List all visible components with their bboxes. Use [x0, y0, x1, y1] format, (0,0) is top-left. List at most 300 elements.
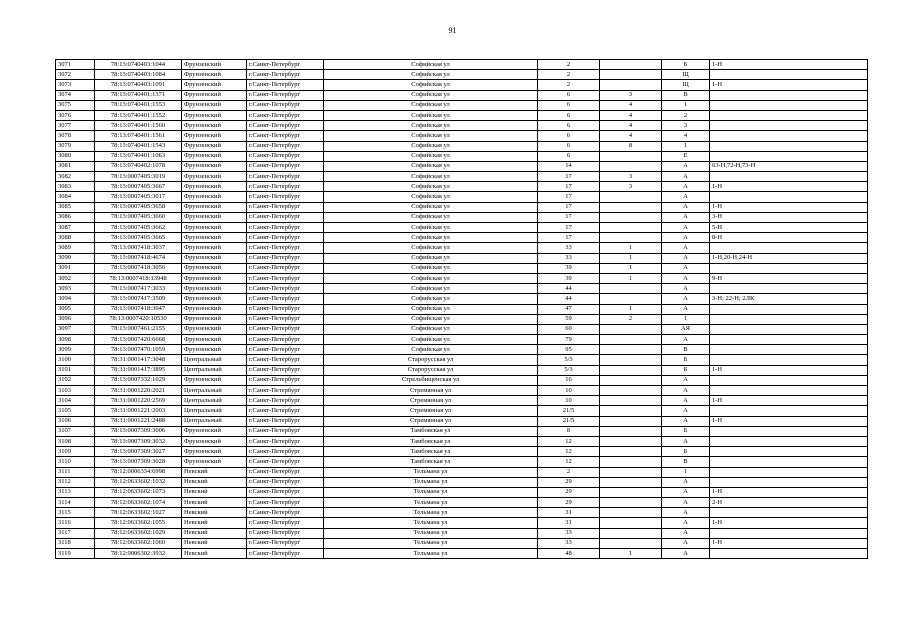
table-row — [56, 90, 868, 100]
letter-cell: А — [662, 304, 710, 314]
street-cell: Софийская ул — [324, 141, 538, 151]
street-cell: Софийская ул — [324, 243, 538, 253]
premises-cell — [710, 528, 868, 538]
premises-cell — [710, 314, 868, 324]
city-cell: г.Санкт-Петербург — [247, 243, 324, 253]
premises-cell — [710, 386, 868, 396]
city-cell: г.Санкт-Петербург — [247, 416, 324, 426]
street-cell: Тамбовская ул — [324, 436, 538, 446]
building-number-cell — [600, 60, 662, 70]
street-cell: Софийская ул — [324, 284, 538, 294]
building-number-cell: 4 — [600, 121, 662, 131]
house-number-cell: 12 — [538, 436, 600, 446]
street-cell: Тельмана ул — [324, 467, 538, 477]
premises-cell — [710, 355, 868, 365]
row-number-cell: 3113 — [56, 487, 95, 497]
city-cell: г.Санкт-Петербург — [247, 324, 324, 334]
street-cell: Тамбовская ул — [324, 457, 538, 467]
cadastral-number-cell: 78:13:0007418:3047 — [95, 304, 182, 314]
city-cell: г.Санкт-Петербург — [247, 518, 324, 528]
table-row — [56, 508, 868, 518]
row-number-cell: 3072 — [56, 70, 95, 80]
house-number-cell: 33 — [538, 253, 600, 263]
district-cell: Фрунзенский — [182, 161, 247, 171]
street-cell: Софийская ул — [324, 110, 538, 120]
district-cell: Невский — [182, 549, 247, 559]
city-cell: г.Санкт-Петербург — [247, 253, 324, 263]
district-cell: Фрунзенский — [182, 243, 247, 253]
city-cell: г.Санкт-Петербург — [247, 436, 324, 446]
letter-cell: А — [662, 396, 710, 406]
cadastral-number-cell: 78:12:0633602:1032 — [95, 477, 182, 487]
row-number-cell: 3119 — [56, 549, 95, 559]
premises-cell — [710, 467, 868, 477]
table-row — [56, 182, 868, 192]
cadastral-number-cell: 78:13:0007405:3658 — [95, 202, 182, 212]
city-cell: г.Санкт-Петербург — [247, 212, 324, 222]
cadastral-number-cell: 78:13:0740401:1063 — [95, 151, 182, 161]
house-number-cell: 6 — [538, 141, 600, 151]
street-cell: Софийская ул — [324, 121, 538, 131]
city-cell: г.Санкт-Петербург — [247, 375, 324, 385]
row-number-cell: 3110 — [56, 457, 95, 467]
table-row — [56, 396, 868, 406]
district-cell: Фрунзенский — [182, 141, 247, 151]
building-number-cell: 2 — [600, 314, 662, 324]
letter-cell: А — [662, 161, 710, 171]
row-number-cell: 3101 — [56, 365, 95, 375]
letter-cell: А — [662, 375, 710, 385]
cadastral-number-cell: 78:13:0007405:3662 — [95, 223, 182, 233]
city-cell: г.Санкт-Петербург — [247, 60, 324, 70]
district-cell: Фрунзенский — [182, 90, 247, 100]
district-cell: Фрунзенский — [182, 100, 247, 110]
house-number-cell: 12 — [538, 447, 600, 457]
city-cell: г.Санкт-Петербург — [247, 386, 324, 396]
cadastral-number-cell: 78:12:0633602:1055 — [95, 518, 182, 528]
premises-cell: 3-Н — [710, 212, 868, 222]
letter-cell: Щ — [662, 80, 710, 90]
premises-cell — [710, 90, 868, 100]
house-number-cell: 6 — [538, 151, 600, 161]
house-number-cell: 2 — [538, 80, 600, 90]
cadastral-number-cell: 78:13:0740401:1561 — [95, 131, 182, 141]
premises-cell: 1-Н — [710, 365, 868, 375]
table-row — [56, 365, 868, 375]
table-row — [56, 253, 868, 263]
letter-cell: А — [662, 263, 710, 273]
letter-cell: В — [662, 345, 710, 355]
premises-cell: 1-Н — [710, 202, 868, 212]
house-number-cell: 60 — [538, 324, 600, 334]
table-row — [56, 335, 868, 345]
house-number-cell: 8 — [538, 426, 600, 436]
street-cell: Софийская ул — [324, 172, 538, 182]
district-cell: Центральный — [182, 396, 247, 406]
house-number-cell: 29 — [538, 477, 600, 487]
house-number-cell: 17 — [538, 202, 600, 212]
letter-cell: А — [662, 538, 710, 548]
house-number-cell: 10 — [538, 396, 600, 406]
cadastral-number-cell: 78:13:0007405:3019 — [95, 172, 182, 182]
cadastral-number-cell: 78:13:0007309:3006 — [95, 426, 182, 436]
building-number-cell — [600, 447, 662, 457]
building-number-cell: 4 — [600, 131, 662, 141]
street-cell: Стремянная ул — [324, 396, 538, 406]
row-number-cell: 3117 — [56, 528, 95, 538]
table-row — [56, 457, 868, 467]
street-cell: Софийская ул — [324, 304, 538, 314]
city-cell: г.Санкт-Петербург — [247, 487, 324, 497]
cadastral-number-cell: 78:13:0007418:13948 — [95, 273, 182, 283]
house-number-cell: 6 — [538, 100, 600, 110]
street-cell: Софийская ул — [324, 345, 538, 355]
street-cell: Софийская ул — [324, 294, 538, 304]
premises-cell — [710, 406, 868, 416]
house-number-cell: 17 — [538, 182, 600, 192]
table-row — [56, 386, 868, 396]
letter-cell: В — [662, 90, 710, 100]
row-number-cell: 3092 — [56, 273, 95, 283]
cadastral-number-cell: 78:13:0740403:1044 — [95, 60, 182, 70]
table-row — [56, 131, 868, 141]
building-number-cell — [600, 396, 662, 406]
premises-cell — [710, 263, 868, 273]
city-cell: г.Санкт-Петербург — [247, 477, 324, 487]
city-cell: г.Санкт-Петербург — [247, 70, 324, 80]
building-number-cell — [600, 518, 662, 528]
building-number-cell — [600, 161, 662, 171]
building-number-cell: 4 — [600, 100, 662, 110]
premises-cell — [710, 345, 868, 355]
table-row — [56, 161, 868, 171]
premises-cell — [710, 172, 868, 182]
letter-cell: АЯ — [662, 324, 710, 334]
premises-cell — [710, 141, 868, 151]
table-row — [56, 416, 868, 426]
letter-cell: А — [662, 487, 710, 497]
row-number-cell: 3112 — [56, 477, 95, 487]
building-number-cell: 4 — [600, 110, 662, 120]
table-row — [56, 436, 868, 446]
building-number-cell — [600, 151, 662, 161]
letter-cell: А — [662, 243, 710, 253]
house-number-cell: 6 — [538, 131, 600, 141]
table-row — [56, 518, 868, 528]
letter-cell: А — [662, 192, 710, 202]
street-cell: Софийская ул — [324, 273, 538, 283]
street-cell: Софийская ул — [324, 131, 538, 141]
row-number-cell: 3083 — [56, 182, 95, 192]
row-number-cell: 3104 — [56, 396, 95, 406]
premises-cell — [710, 304, 868, 314]
cadastral-number-cell: 78:13:0007405:3667 — [95, 182, 182, 192]
street-cell: Софийская ул — [324, 233, 538, 243]
building-number-cell — [600, 294, 662, 304]
building-number-cell — [600, 223, 662, 233]
district-cell: Фрунзенский — [182, 273, 247, 283]
district-cell: Фрунзенский — [182, 426, 247, 436]
building-number-cell — [600, 457, 662, 467]
district-cell: Фрунзенский — [182, 70, 247, 80]
street-cell: Тельмана ул — [324, 498, 538, 508]
table-row — [56, 60, 868, 70]
row-number-cell: 3114 — [56, 498, 95, 508]
district-cell: Фрунзенский — [182, 202, 247, 212]
table-row — [56, 151, 868, 161]
premises-cell: 1-Н — [710, 487, 868, 497]
street-cell: Софийская ул — [324, 223, 538, 233]
building-number-cell — [600, 80, 662, 90]
cadastral-number-cell: 78:31:0001220:2569 — [95, 396, 182, 406]
cadastral-number-cell: 78:13:0007418:4674 — [95, 253, 182, 263]
letter-cell: 2 — [662, 110, 710, 120]
building-number-cell: 1 — [600, 273, 662, 283]
street-cell: Софийская ул — [324, 192, 538, 202]
city-cell: г.Санкт-Петербург — [247, 192, 324, 202]
house-number-cell: 14 — [538, 161, 600, 171]
cadastral-number-cell: 78:12:0006302:3932 — [95, 549, 182, 559]
street-cell: Софийская ул — [324, 324, 538, 334]
street-cell: Софийская ул — [324, 60, 538, 70]
cadastral-number-cell: 78:13:0740403:1084 — [95, 70, 182, 80]
table-row — [56, 233, 868, 243]
cadastral-number-cell: 78:13:0740401:1543 — [95, 141, 182, 151]
district-cell: Фрунзенский — [182, 182, 247, 192]
row-number-cell: 3086 — [56, 212, 95, 222]
premises-cell: 8-Н — [710, 233, 868, 243]
district-cell: Фрунзенский — [182, 192, 247, 202]
premises-cell — [710, 324, 868, 334]
premises-cell — [710, 375, 868, 385]
letter-cell: Б — [662, 447, 710, 457]
building-number-cell — [600, 355, 662, 365]
premises-cell: 9-Н — [710, 273, 868, 283]
street-cell: Софийская ул — [324, 263, 538, 273]
district-cell: Фрунзенский — [182, 324, 247, 334]
premises-cell — [710, 100, 868, 110]
district-cell: Невский — [182, 498, 247, 508]
house-number-cell: 79 — [538, 335, 600, 345]
house-number-cell: 2 — [538, 60, 600, 70]
row-number-cell: 3099 — [56, 345, 95, 355]
page-number: 91 — [448, 26, 457, 35]
house-number-cell: 44 — [538, 284, 600, 294]
table-row — [56, 467, 868, 477]
house-number-cell: 29 — [538, 498, 600, 508]
premises-cell — [710, 110, 868, 120]
district-cell: Невский — [182, 528, 247, 538]
street-cell: Софийская ул — [324, 70, 538, 80]
street-cell: Старорусская ул — [324, 355, 538, 365]
building-number-cell — [600, 70, 662, 80]
house-number-cell: 17 — [538, 192, 600, 202]
district-cell: Центральный — [182, 355, 247, 365]
street-cell: Софийская ул — [324, 212, 538, 222]
row-number-cell: 3080 — [56, 151, 95, 161]
building-number-cell: 3 — [600, 172, 662, 182]
letter-cell: Б — [662, 365, 710, 375]
building-number-cell — [600, 375, 662, 385]
row-number-cell: 3078 — [56, 131, 95, 141]
cadastral-number-cell: 78:13:0007332:1029 — [95, 375, 182, 385]
row-number-cell: 3085 — [56, 202, 95, 212]
street-cell: Софийская ул — [324, 202, 538, 212]
building-number-cell — [600, 192, 662, 202]
city-cell: г.Санкт-Петербург — [247, 335, 324, 345]
table-row — [56, 355, 868, 365]
premises-cell — [710, 549, 868, 559]
building-number-cell — [600, 436, 662, 446]
premises-cell — [710, 131, 868, 141]
letter-cell: Щ — [662, 70, 710, 80]
street-cell: Софийская ул — [324, 151, 538, 161]
street-cell: Стрельбищенская ул — [324, 375, 538, 385]
letter-cell: А — [662, 294, 710, 304]
city-cell: г.Санкт-Петербург — [247, 447, 324, 457]
district-cell: Фрунзенский — [182, 263, 247, 273]
district-cell: Фрунзенский — [182, 447, 247, 457]
table-row — [56, 375, 868, 385]
city-cell: г.Санкт-Петербург — [247, 151, 324, 161]
building-number-cell — [600, 212, 662, 222]
house-number-cell: 6 — [538, 90, 600, 100]
cadastral-number-cell: 78:13:0740401:1552 — [95, 110, 182, 120]
street-cell: Софийская ул — [324, 90, 538, 100]
letter-cell: 1 — [662, 467, 710, 477]
row-number-cell: 3082 — [56, 172, 95, 182]
letter-cell: 1 — [662, 314, 710, 324]
cadastral-number-cell: 78:13:0007309:3032 — [95, 436, 182, 446]
city-cell: г.Санкт-Петербург — [247, 365, 324, 375]
house-number-cell: 39 — [538, 273, 600, 283]
street-cell: Стремянная ул — [324, 416, 538, 426]
letter-cell: А — [662, 223, 710, 233]
cadastral-number-cell: 78:31:0001221:2488 — [95, 416, 182, 426]
premises-cell — [710, 335, 868, 345]
cadastral-number-cell: 78:13:0007309:3027 — [95, 447, 182, 457]
building-number-cell — [600, 324, 662, 334]
street-cell: Софийская ул — [324, 253, 538, 263]
house-number-cell: 2 — [538, 70, 600, 80]
house-number-cell: 47 — [538, 304, 600, 314]
cadastral-number-cell: 78:13:0007417:3033 — [95, 284, 182, 294]
house-number-cell: 5/3 — [538, 355, 600, 365]
letter-cell: А — [662, 172, 710, 182]
premises-cell — [710, 457, 868, 467]
city-cell: г.Санкт-Петербург — [247, 182, 324, 192]
row-number-cell: 3076 — [56, 110, 95, 120]
building-number-cell: 1 — [600, 263, 662, 273]
letter-cell: А — [662, 416, 710, 426]
registry-table — [55, 59, 868, 559]
building-number-cell — [600, 365, 662, 375]
building-number-cell — [600, 538, 662, 548]
table-row — [56, 223, 868, 233]
letter-cell: А — [662, 498, 710, 508]
street-cell: Тельмана ул — [324, 508, 538, 518]
letter-cell: Б — [662, 426, 710, 436]
city-cell: г.Санкт-Петербург — [247, 406, 324, 416]
city-cell: г.Санкт-Петербург — [247, 549, 324, 559]
house-number-cell: 2 — [538, 467, 600, 477]
city-cell: г.Санкт-Петербург — [247, 538, 324, 548]
table-row — [56, 141, 868, 151]
district-cell: Фрунзенский — [182, 60, 247, 70]
letter-cell: А — [662, 273, 710, 283]
city-cell: г.Санкт-Петербург — [247, 263, 324, 273]
table-row — [56, 447, 868, 457]
building-number-cell — [600, 233, 662, 243]
street-cell: Софийская ул — [324, 80, 538, 90]
building-number-cell: 3 — [600, 182, 662, 192]
row-number-cell: 3096 — [56, 314, 95, 324]
district-cell: Фрунзенский — [182, 284, 247, 294]
row-number-cell: 3103 — [56, 386, 95, 396]
premises-cell — [710, 426, 868, 436]
house-number-cell: 39 — [538, 263, 600, 273]
letter-cell: А — [662, 284, 710, 294]
premises-cell — [710, 243, 868, 253]
table-row — [56, 192, 868, 202]
district-cell: Фрунзенский — [182, 335, 247, 345]
city-cell: г.Санкт-Петербург — [247, 457, 324, 467]
table-row — [56, 314, 868, 324]
cadastral-number-cell: 78:12:0006334:6998 — [95, 467, 182, 477]
row-number-cell: 3087 — [56, 223, 95, 233]
building-number-cell — [600, 386, 662, 396]
house-number-cell: 95 — [538, 345, 600, 355]
house-number-cell: 17 — [538, 223, 600, 233]
district-cell: Фрунзенский — [182, 457, 247, 467]
row-number-cell: 3116 — [56, 518, 95, 528]
house-number-cell: 48 — [538, 549, 600, 559]
cadastral-number-cell: 78:13:0007309:3028 — [95, 457, 182, 467]
letter-cell: А — [662, 406, 710, 416]
table-row — [56, 212, 868, 222]
table-row — [56, 498, 868, 508]
premises-cell — [710, 151, 868, 161]
building-number-cell — [600, 487, 662, 497]
street-cell: Тамбовская ул — [324, 447, 538, 457]
letter-cell: А — [662, 182, 710, 192]
table-row — [56, 284, 868, 294]
table-row — [56, 80, 868, 90]
house-number-cell: 21/5 — [538, 416, 600, 426]
row-number-cell: 3097 — [56, 324, 95, 334]
premises-cell — [710, 284, 868, 294]
house-number-cell: 29 — [538, 487, 600, 497]
cadastral-number-cell: 78:31:0001221:2003 — [95, 406, 182, 416]
cadastral-number-cell: 78:13:0740402:1078 — [95, 161, 182, 171]
letter-cell: А — [662, 212, 710, 222]
letter-cell: А — [662, 386, 710, 396]
street-cell: Тельмана ул — [324, 477, 538, 487]
table-row — [56, 172, 868, 182]
street-cell: Старорусская ул — [324, 365, 538, 375]
house-number-cell: 33 — [538, 243, 600, 253]
cadastral-number-cell: 78:13:0740401:1371 — [95, 90, 182, 100]
row-number-cell: 3111 — [56, 467, 95, 477]
district-cell: Фрунзенский — [182, 131, 247, 141]
district-cell: Фрунзенский — [182, 253, 247, 263]
house-number-cell: 6 — [538, 121, 600, 131]
district-cell: Невский — [182, 487, 247, 497]
table-row — [56, 304, 868, 314]
table-row — [56, 549, 868, 559]
table-row — [56, 243, 868, 253]
city-cell: г.Санкт-Петербург — [247, 355, 324, 365]
